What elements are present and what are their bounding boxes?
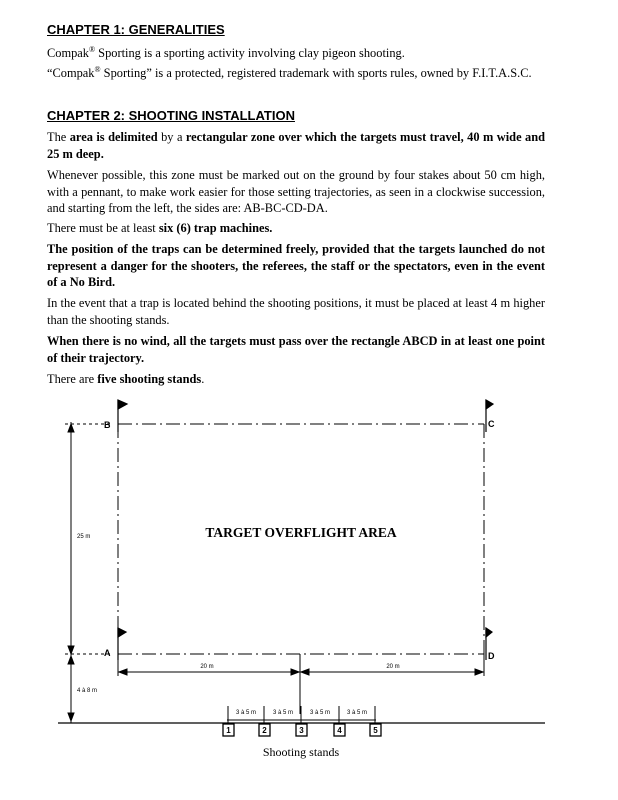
chapter-2-paragraph-6: When there is no wind, all the targets must pass over the rectangle ABCD in at least one point of their trajectory. <box>47 334 545 365</box>
front-distance-label: 4 à 8 m <box>77 688 98 694</box>
chapter-2-heading: CHAPTER 2: SHOOTING INSTALLATION <box>47 108 295 123</box>
corner-label-d: D <box>488 651 495 661</box>
width-dimension-line <box>118 654 484 714</box>
stand-2-number: 2 <box>262 726 267 735</box>
chapter-2-paragraph-5: In the event that a trap is located behind the shooting positions, it must be placed at least 4 m higher than the shooting stands. <box>47 296 545 327</box>
target-area-label: TARGET OVERFLIGHT AREA <box>205 525 397 540</box>
chapter-2-paragraph-3: There must be at least six (6) trap machines. <box>47 221 273 235</box>
stand-spacing-label-1: 3 à 5 m <box>235 710 257 716</box>
corner-label-a: A <box>104 648 111 658</box>
half-width-left-label: 20 m <box>200 664 214 670</box>
depth-dimension-line <box>65 422 112 723</box>
stand-spacing-label-4: 3 à 5 m <box>346 710 368 716</box>
stand-1-number: 1 <box>226 726 231 735</box>
stand-5-number: 5 <box>373 726 378 735</box>
stand-3-number: 3 <box>299 726 304 735</box>
chapter-2-paragraph-2: Whenever possible, this zone must be marked out on the ground by four stakes about 50 cm high, with a pennant, to make work easier for those setting trajectories, as seen in a clockwise succession, and starting from the left, the sides are: AB-BC-CD-DA. <box>47 168 545 215</box>
corner-label-b: B <box>104 420 111 430</box>
corner-flag-b <box>118 400 127 432</box>
chapter-2-paragraph-7: There are five shooting stands. <box>47 372 205 386</box>
corner-label-c: C <box>488 419 495 429</box>
stand-1 <box>223 724 234 736</box>
stand-4 <box>334 724 345 736</box>
stand-3 <box>296 724 307 736</box>
corner-flag-a <box>118 628 126 660</box>
chapter-1-paragraph-2: “Compak® Sporting” is a protected, registered trademark with sports rules, owned by F.I.T.A.S.C. <box>47 65 532 81</box>
half-width-right-label: 20 m <box>386 664 400 670</box>
stand-spacing-label-2: 3 à 5 m <box>272 710 294 716</box>
shooting-stands-caption: Shooting stands <box>262 745 340 759</box>
stand-5 <box>370 724 381 736</box>
stand-spacing-label-3: 3 à 5 m <box>309 710 331 716</box>
chapter-1-heading: CHAPTER 1: GENERALITIES <box>47 22 225 37</box>
chapter-1-paragraph-1: Compak® Sporting is a sporting activity involving clay pigeon shooting. <box>47 45 405 61</box>
chapter-2-paragraph-4: The position of the traps can be determined freely, provided that the targets launched do not represent a danger for the shooters, the referees, the staff or the spectators, even in the event of a No Bird. <box>47 242 545 289</box>
depth-label: 25 m <box>77 534 91 540</box>
chapter-2-paragraph-1: The area is delimited by a rectangular zone over which the targets must travel, 40 m wide and 25 m deep. <box>47 130 546 161</box>
stand-4-number: 4 <box>337 726 342 735</box>
stand-2 <box>259 724 270 736</box>
